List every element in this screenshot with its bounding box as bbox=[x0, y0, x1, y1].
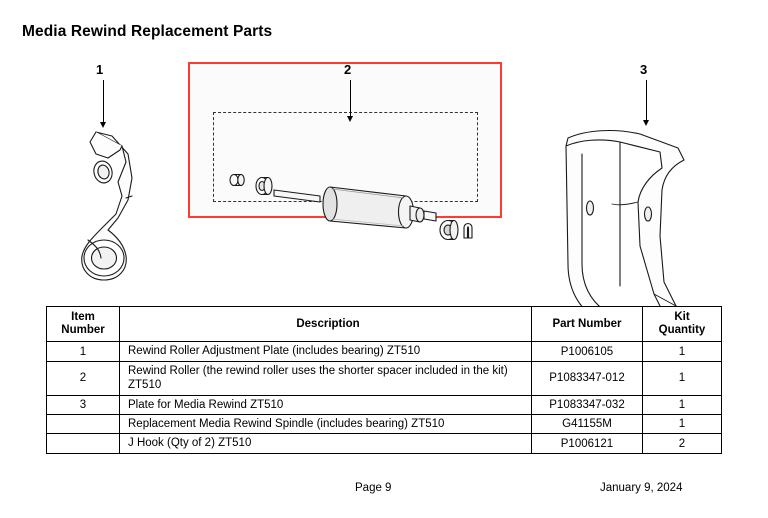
cell-kit-quantity: 1 bbox=[643, 361, 722, 395]
header-item-number-line2: Number bbox=[61, 324, 105, 337]
cell-kit-quantity: 1 bbox=[643, 395, 722, 414]
cell-kit-quantity: 1 bbox=[643, 342, 722, 361]
header-kit-quantity-line1: Kit bbox=[674, 311, 690, 323]
header-part-number: Part Number bbox=[532, 307, 643, 342]
header-item-number-line1: Item bbox=[71, 311, 95, 323]
footer-page-number: Page 9 bbox=[355, 482, 392, 494]
parts-figure bbox=[0, 50, 768, 295]
cell-item-number: 1 bbox=[47, 342, 120, 361]
page-title: Media Rewind Replacement Parts bbox=[22, 23, 273, 40]
callout-label-1: 1 bbox=[96, 62, 104, 77]
callout-label-3: 3 bbox=[640, 62, 648, 77]
figure-line-art bbox=[0, 50, 768, 295]
table-row bbox=[47, 434, 722, 453]
table-header-row bbox=[47, 307, 722, 342]
cell-item-number bbox=[47, 434, 120, 453]
cell-description: Rewind Roller (the rewind roller uses the shorter spacer included in the kit) ZT510 bbox=[120, 361, 532, 395]
cell-part-number: G41155M bbox=[532, 414, 643, 433]
cell-kit-quantity: 1 bbox=[643, 414, 722, 433]
cell-description: Rewind Roller Adjustment Plate (includes bearing) ZT510 bbox=[120, 342, 532, 361]
parts-table bbox=[46, 306, 722, 454]
callout-label-2: 2 bbox=[344, 62, 352, 77]
cell-item-number bbox=[47, 414, 120, 433]
cell-description: Plate for Media Rewind ZT510 bbox=[120, 395, 532, 414]
cell-item-number: 2 bbox=[47, 361, 120, 395]
cell-kit-quantity: 2 bbox=[643, 434, 722, 453]
part-art-adjustment-plate bbox=[82, 132, 132, 280]
header-kit-quantity-line2: Quantity bbox=[658, 324, 706, 337]
part-art-media-rewind-plate bbox=[566, 131, 696, 326]
table-row bbox=[47, 342, 722, 361]
cell-part-number: P1006105 bbox=[532, 342, 643, 361]
table-row bbox=[47, 414, 722, 433]
header-item-number bbox=[47, 307, 120, 342]
footer-date: January 9, 2024 bbox=[600, 482, 683, 494]
cell-description: Replacement Media Rewind Spindle (includes bearing) ZT510 bbox=[120, 414, 532, 433]
table-header bbox=[47, 307, 722, 342]
part-art-rewind-roller bbox=[230, 175, 472, 240]
header-description: Description bbox=[120, 307, 532, 342]
header-kit-quantity bbox=[643, 307, 722, 342]
cell-part-number: P1006121 bbox=[532, 434, 643, 453]
cell-part-number: P1083347-032 bbox=[532, 395, 643, 414]
cell-description: J Hook (Qty of 2) ZT510 bbox=[120, 434, 532, 453]
cell-item-number: 3 bbox=[47, 395, 120, 414]
page-footer bbox=[0, 482, 768, 504]
table-row bbox=[47, 361, 722, 395]
table-body bbox=[47, 342, 722, 453]
table-row bbox=[47, 395, 722, 414]
cell-part-number: P1083347-012 bbox=[532, 361, 643, 395]
